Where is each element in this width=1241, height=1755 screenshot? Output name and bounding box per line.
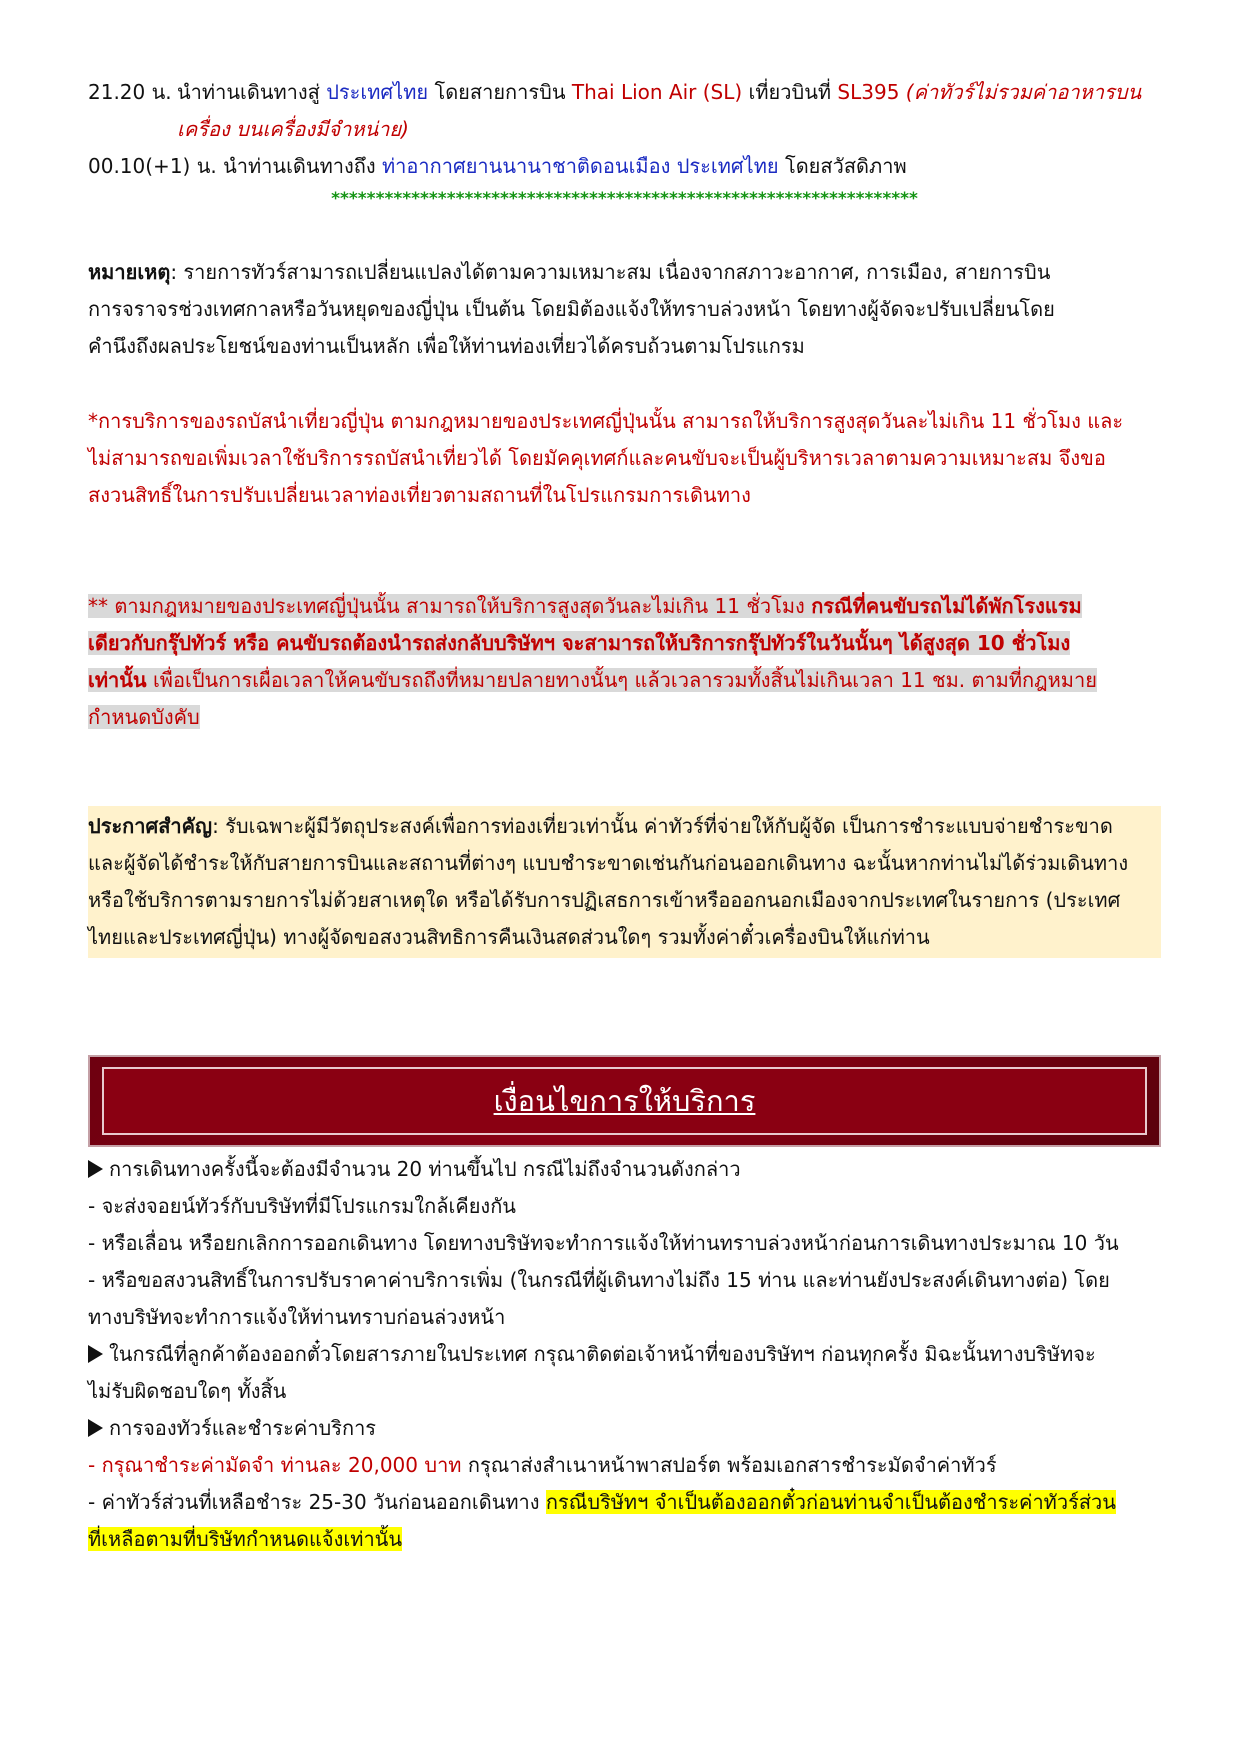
remark-line-1: หมายเหตุ: รายการทัวร์สามารถเปลี่ยนแปลงได้ตามความเหมาะสม เนื่องจากสภาวะอากาศ, การเมือง, สายการบิน: [88, 260, 1051, 284]
triangle-bullet-icon: [88, 1160, 103, 1178]
announcement-section: [88, 806, 1161, 958]
remark-section: [88, 254, 1161, 365]
conditions-title: เงื่อนไขการให้บริการ: [493, 1084, 756, 1118]
condition-item: การเดินทางครั้งนี้จะต้องมีจำนวน 20 ท่านขึ้นไป กรณีไม่ถึงจำนวนดังกล่าว: [88, 1151, 1161, 1188]
condition-item: - หรือขอสงวนสิทธิ์ในการปรับราคาค่าบริการเพิ่ม (ในกรณีที่ผู้เดินทางไม่ถึง 15 ท่าน และท่านยังประสงค์เดินทางต่อ) โดย: [88, 1268, 1110, 1292]
balance-highlight: กรณีบริษัทฯ จำเป็นต้องออกตั๋วก่อนท่านจำเป็นต้องชำระค่าทัวร์ส่วน: [545, 1490, 1116, 1514]
meal-note: (ค่าทัวร์ไม่รวมค่าอาหารบน: [899, 80, 1142, 104]
condition-item: ในกรณีที่ลูกค้าต้องออกตั๋วโดยสารภายในประเทศ กรุณาติดต่อเจ้าหน้าที่ของบริษัทฯ ก่อนทุกครั้ง มิฉะนั้นทางบริษัทจะ: [88, 1336, 1161, 1373]
announce-line-4: ไทยและประเทศญี่ปุ่น) ทางผู้จัดขอสงวนสิทธิการคืนเงินสดส่วนใดๆ รวมทั้งค่าตั๋วเครื่องบินให้แก่ท่าน: [88, 925, 930, 949]
banner-inner-frame: [102, 1067, 1147, 1135]
triangle-bullet-icon: [88, 1419, 103, 1437]
conditions-banner: [88, 1055, 1161, 1147]
announce-label: ประกาศสำคัญ: [88, 814, 213, 838]
flight-number: SL395: [837, 80, 900, 104]
law-line-2: เดียวกับกรุ๊ปทัวร์ หรือ คนขับรถต้องนำรถส่งกลับบริษัทฯ จะสามารถให้บริการกรุ๊ปทัวร์ในวันนั้นๆ ได้สูงสุด 10 ชั่วโมง: [88, 631, 1071, 655]
bus-line-3: สงวนสิทธิ์ในการปรับเปลี่ยนเวลาท่องเที่ยวตามสถานที่ในโปรแกรมการเดินทาง: [88, 483, 751, 507]
balance-line: - ค่าทัวร์ส่วนที่เหลือชำระ 25-30 วันก่อนออกเดินทาง กรณีบริษัทฯ จำเป็นต้องออกตั๋วก่อนท่านจำเป็นต้องชำระค่าทัวร์ส่วน: [88, 1490, 1116, 1514]
deposit-amount: - กรุณาชำระค่ามัดจำ ท่านละ 20,000 บาท: [88, 1453, 462, 1477]
announce-line-1: ประกาศสำคัญ: รับเฉพาะผู้มีวัตถุประสงค์เพื่อการท่องเที่ยวเท่านั้น ค่าทัวร์ที่จ่ายให้กับผู้จัด เป็นการชำระแบบจ่ายชำระขาด: [88, 814, 1113, 838]
law-line-4: กำหนดบังคับ: [88, 705, 200, 729]
bus-line-1: *การบริการของรถบัสนำเที่ยวญี่ปุ่น ตามกฎหมายของประเทศญี่ปุ่นนั้น สามารถให้บริการสูงสุดวันละไม่เกิน 11 ชั่วโมง และ: [88, 409, 1124, 433]
remark-line-3: คำนึงถึงผลประโยชน์ของท่านเป็นหลัก เพื่อให้ท่านท่องเที่ยวได้ครบถ้วนตามโปรแกรม: [88, 334, 805, 358]
airline-name: Thai Lion Air (SL): [571, 80, 743, 104]
deposit-line: - กรุณาชำระค่ามัดจำ ท่านละ 20,000 บาท กรุณาส่งสำเนาหน้าพาสปอร์ต พร้อมเอกสารชำระมัดจำค่าทัวร์: [88, 1453, 997, 1477]
announce-line-3: หรือใช้บริการตามรายการไม่ด้วยสาเหตุใด หรือได้รับการปฏิเสธการเข้าหรือออกนอกเมืองจากประเทศในรายการ (ประเทศ: [88, 888, 1121, 912]
law-line-1: ** ตามกฎหมายของประเทศญี่ปุ่นนั้น สามารถให้บริการสูงสุดวันละไม่เกิน 11 ชั่วโมง กรณีที่คนขับรถไม่ได้พักโรงแรม: [88, 594, 1082, 618]
arrival-airport: ท่าอากาศยานนานาชาติดอนเมือง ประเทศไทย: [382, 154, 779, 178]
flight-time-1: 21.20 น.: [88, 80, 172, 104]
remark-line-2: การจราจรช่วงเทศกาลหรือวันหยุดของญี่ปุ่น เป็นต้น โดยมิต้องแจ้งให้ทราบล่วงหน้า โดยทางผู้จัดจะปรับเปลี่ยนโดย: [88, 297, 1055, 321]
balance-line-cont: ที่เหลือตามที่บริษัทกำหนดแจ้งเท่านั้น: [88, 1527, 403, 1551]
flight-section: [88, 74, 1161, 213]
announce-line-2: และผู้จัดได้ชำระให้กับสายการบินและสถานที่ต่างๆ แบบชำระขาดเช่นกันก่อนออกเดินทาง ฉะนั้นหากท่านไม่ได้ร่วมเดินทาง: [88, 851, 1129, 875]
bus-line-2: ไม่สามารถขอเพิ่มเวลาใช้บริการรถบัสนำเที่ยวได้ โดยมัคคุเทศก์และคนขับจะเป็นผู้บริหารเวลาตามความเหมาะสม จึงขอ: [88, 446, 1106, 470]
condition-item-cont: ทางบริษัทจะทำการแจ้งให้ท่านทราบก่อนล่วงหน้า: [88, 1305, 506, 1329]
conditions-section: [88, 1151, 1161, 1558]
bus-note-section: [88, 403, 1161, 514]
condition-item: - หรือเลื่อน หรือยกเลิกการออกเดินทาง โดยทางบริษัทจะทำการแจ้งให้ท่านทราบล่วงหน้าก่อนการเดินทางประมาณ 10 วัน: [88, 1231, 1119, 1255]
remark-label: หมายเหตุ: [88, 260, 171, 284]
law-line-3: เท่านั้น เพื่อเป็นการเผื่อเวลาให้คนขับรถถึงที่หมายปลายทางนั้นๆ แล้วเวลารวมทั้งสิ้นไม่เกินเวลา 11 ชม. ตามที่กฎหมาย: [88, 668, 1097, 692]
condition-item: การจองทัวร์และชำระค่าบริการ: [88, 1410, 1161, 1447]
flight-line-2: 00.10(+1) น. นำท่านเดินทางถึง ท่าอากาศยานนานาชาติดอนเมือง ประเทศไทย โดยสวัสดิภาพ: [88, 154, 907, 178]
condition-item-cont: ไม่รับผิดชอบใดๆ ทั้งสิ้น: [88, 1379, 287, 1403]
condition-item: - จะส่งจอยน์ทัวร์กับบริษัทที่มีโปรแกรมใกล้เคียงกัน: [88, 1194, 516, 1218]
law-note-section: [88, 588, 1161, 736]
flight-time-2: 00.10(+1) น.: [88, 154, 217, 178]
triangle-bullet-icon: [88, 1345, 103, 1363]
flight-line-1: 21.20 น. นำท่านเดินทางสู่ ประเทศไทย โดยสายการบิน Thai Lion Air (SL) เที่ยวบินที่ SL395 (ค่าทัวร์ไม่รวมค่าอาหารบน: [88, 74, 1161, 111]
stars-divider: ******************************************************************: [331, 189, 918, 209]
destination-country: ประเทศไทย: [326, 80, 429, 104]
meal-note-cont: เครื่อง บนเครื่องมีจำหน่าย): [177, 117, 409, 141]
